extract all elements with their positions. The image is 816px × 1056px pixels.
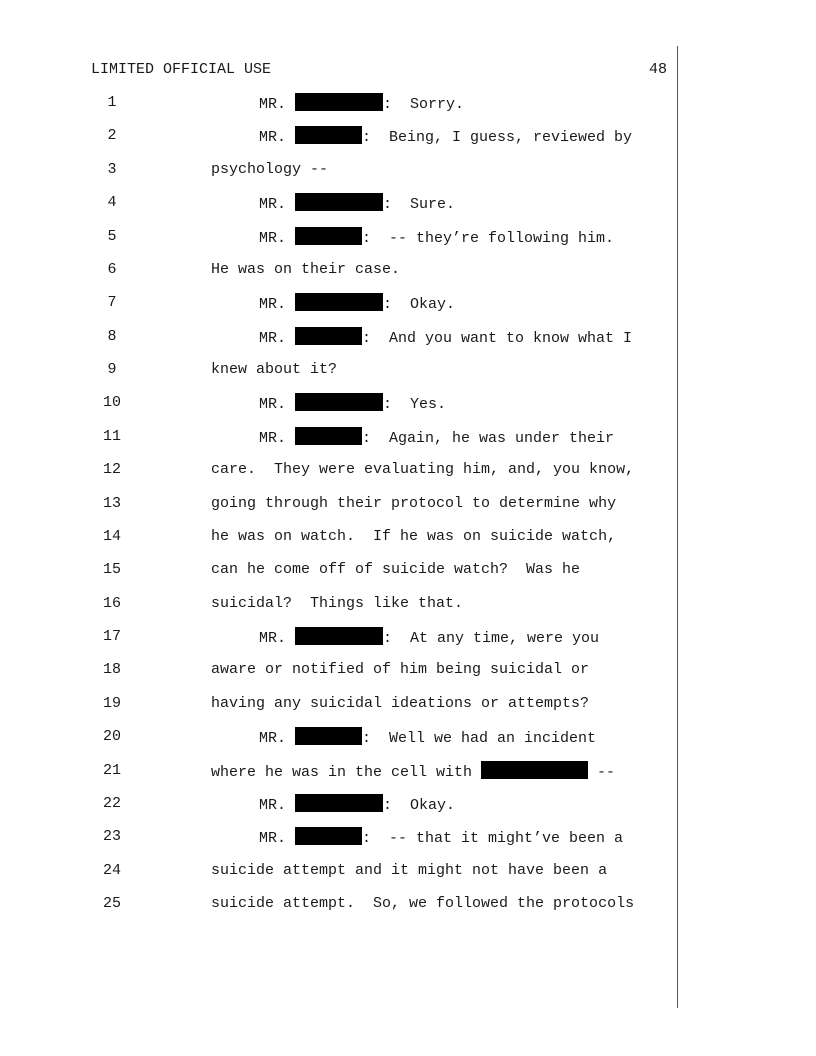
transcript-line xyxy=(0,293,816,313)
speaker-prefix: MR. xyxy=(259,296,296,314)
transcript-line xyxy=(0,427,816,447)
transcript-line xyxy=(0,227,816,247)
redaction-block xyxy=(295,93,383,111)
speaker-prefix: MR. xyxy=(259,196,296,214)
redaction-block xyxy=(295,227,362,245)
continuation-line xyxy=(211,594,463,614)
speaker-prefix: MR. xyxy=(259,730,296,748)
transcript-line xyxy=(0,727,816,747)
transcript-line xyxy=(0,694,816,714)
line-text: : Being, I guess, reviewed by xyxy=(362,129,633,147)
continuation-line xyxy=(211,560,580,580)
redaction-block xyxy=(295,827,362,845)
redaction-block xyxy=(295,427,362,445)
transcript-line xyxy=(0,126,816,146)
continuation-line xyxy=(211,260,400,280)
transcript-line xyxy=(0,160,816,180)
speaker-line xyxy=(259,393,446,415)
transcript-line xyxy=(0,260,816,280)
line-text: psychology -- xyxy=(211,160,329,178)
redaction-block xyxy=(295,126,362,144)
transcript-line xyxy=(0,794,816,814)
speaker-line xyxy=(259,727,596,749)
line-text: where he was in the cell with xyxy=(211,763,482,781)
continuation-line xyxy=(211,694,589,714)
speaker-line xyxy=(259,193,455,215)
line-text: : Well we had an incident xyxy=(362,730,597,748)
speaker-prefix: MR. xyxy=(259,796,296,814)
line-number: 20 xyxy=(102,728,121,746)
redaction-block xyxy=(481,761,588,779)
line-text: : Okay. xyxy=(383,796,456,814)
line-text: suicide attempt. So, we followed the protocols xyxy=(211,895,635,912)
line-number: 24 xyxy=(102,861,121,879)
line-text: care. They were evaluating him, and, you know, xyxy=(211,461,635,479)
transcript-line xyxy=(0,494,816,514)
redaction-block xyxy=(295,627,383,645)
line-number: 18 xyxy=(102,661,121,679)
speaker-line xyxy=(259,126,632,148)
line-text: : -- they’re following him. xyxy=(362,229,615,247)
line-number: 21 xyxy=(102,761,121,779)
speaker-line xyxy=(259,427,614,449)
line-number: 2 xyxy=(107,127,117,145)
speaker-line xyxy=(259,794,455,816)
speaker-prefix: MR. xyxy=(259,429,296,447)
line-number: 3 xyxy=(107,160,117,178)
continuation-line xyxy=(211,894,634,914)
line-number: 17 xyxy=(102,628,121,645)
speaker-prefix: MR. xyxy=(259,229,296,247)
line-number: 14 xyxy=(102,527,121,545)
line-text: He was on their case. xyxy=(211,260,401,278)
speaker-prefix: MR. xyxy=(259,396,296,414)
line-text: he was on watch. If he was on suicide watch, xyxy=(211,527,617,545)
line-text: : At any time, were you xyxy=(383,630,600,647)
transcript-line xyxy=(0,861,816,881)
transcript-line xyxy=(0,527,816,547)
line-number: 12 xyxy=(102,461,121,479)
line-text: going through their protocol to determine why xyxy=(211,494,617,512)
line-number: 23 xyxy=(102,828,121,846)
line-text: suicidal? Things like that. xyxy=(211,594,464,612)
line-number: 1 xyxy=(107,94,117,111)
line-number: 16 xyxy=(102,594,121,612)
continuation-line xyxy=(211,460,634,480)
continuation-line xyxy=(211,761,615,783)
continuation-line xyxy=(211,660,589,680)
speaker-prefix: MR. xyxy=(259,96,296,113)
line-text: : Sorry. xyxy=(383,96,465,113)
redaction-block xyxy=(295,327,362,345)
speaker-line xyxy=(259,827,623,849)
transcript-line xyxy=(0,627,816,647)
transcript-line xyxy=(0,827,816,847)
line-number: 7 xyxy=(107,294,117,312)
transcript-line xyxy=(0,360,816,380)
classification-header: LIMITED OFFICIAL USE xyxy=(91,61,272,78)
redaction-block xyxy=(295,727,362,745)
line-text: suicide attempt and it might not have been a xyxy=(211,861,608,879)
line-text: : Again, he was under their xyxy=(362,429,615,447)
line-text: : Sure. xyxy=(383,196,456,214)
speaker-prefix: MR. xyxy=(259,830,296,848)
redaction-block xyxy=(295,393,383,411)
line-text: : -- that it might’ve been a xyxy=(362,830,624,848)
continuation-line xyxy=(211,360,337,380)
line-suffix: -- xyxy=(588,763,616,781)
continuation-line xyxy=(211,160,328,180)
transcript-line xyxy=(0,660,816,680)
continuation-line xyxy=(211,494,616,514)
speaker-prefix: MR. xyxy=(259,329,296,347)
line-number: 19 xyxy=(102,694,121,712)
line-text: : And you want to know what I xyxy=(362,329,633,347)
line-text: aware or notified of him being suicidal or xyxy=(211,661,590,679)
continuation-line xyxy=(211,527,616,547)
transcript-line xyxy=(0,460,816,480)
continuation-line xyxy=(211,861,607,881)
line-text: : Yes. xyxy=(383,396,447,414)
line-number: 15 xyxy=(102,561,121,579)
transcript-line xyxy=(0,393,816,413)
line-text: having any suicidal ideations or attempts? xyxy=(211,694,590,712)
transcript-line xyxy=(0,894,816,914)
redaction-block xyxy=(295,293,383,311)
speaker-line xyxy=(259,227,614,249)
redaction-block xyxy=(295,794,383,812)
speaker-line xyxy=(259,293,455,315)
transcript-line xyxy=(0,560,816,580)
line-number: 10 xyxy=(102,394,121,412)
transcript-line xyxy=(0,193,816,213)
line-number: 25 xyxy=(102,895,121,912)
line-number: 22 xyxy=(102,794,121,812)
line-text: knew about it? xyxy=(211,361,338,378)
transcript-line xyxy=(0,594,816,614)
speaker-line xyxy=(259,327,632,349)
speaker-line xyxy=(259,627,599,649)
transcript-line xyxy=(0,761,816,781)
line-number: 4 xyxy=(107,194,117,212)
redaction-block xyxy=(295,193,383,211)
line-text: can he come off of suicide watch? Was he xyxy=(211,561,581,579)
speaker-prefix: MR. xyxy=(259,129,296,147)
speaker-line xyxy=(259,93,464,115)
line-number: 13 xyxy=(102,494,121,512)
transcript-line xyxy=(0,327,816,347)
line-number: 6 xyxy=(107,260,117,278)
line-text: : Okay. xyxy=(383,296,456,314)
speaker-prefix: MR. xyxy=(259,630,296,647)
line-number: 8 xyxy=(107,327,117,345)
line-number: 11 xyxy=(102,427,121,445)
page-number: 48 xyxy=(649,61,668,78)
line-number: 5 xyxy=(107,227,117,245)
line-number: 9 xyxy=(107,361,117,378)
transcript-line xyxy=(0,93,816,113)
